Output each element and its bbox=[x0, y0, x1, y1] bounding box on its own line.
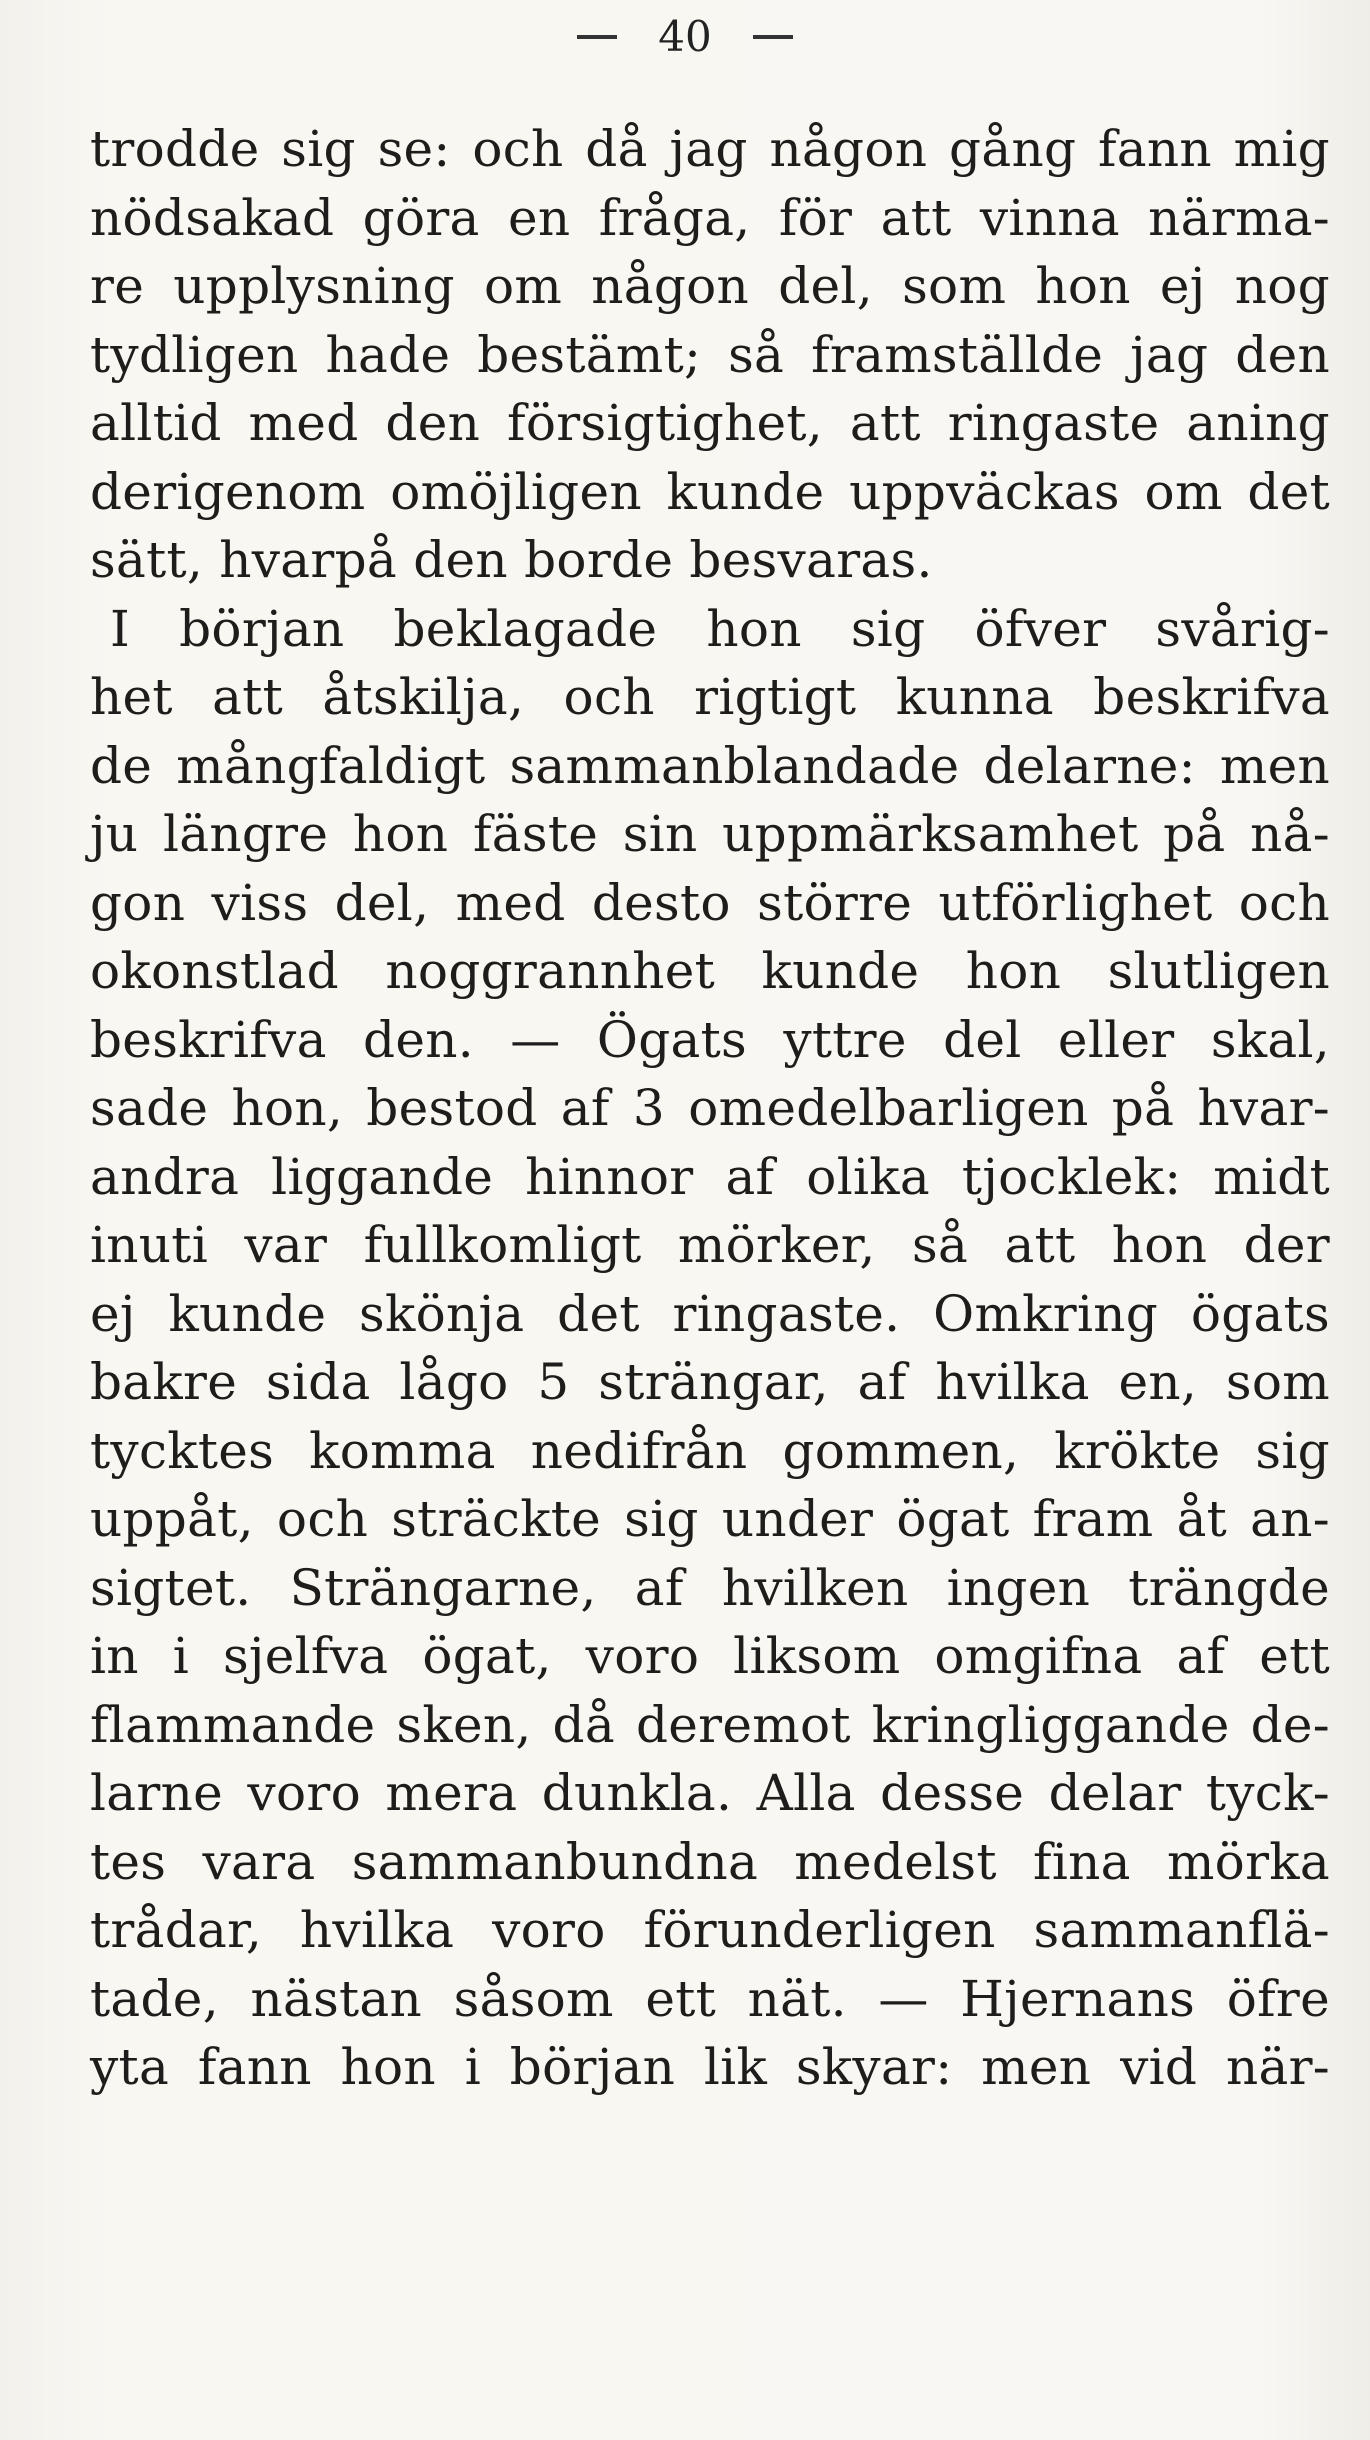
text-line: bakre sida lågo 5 strängar, af hvilka en, som bbox=[90, 1353, 1330, 1411]
text-line: nödsakad göra en fråga, för att vinna närma- bbox=[90, 188, 1330, 247]
text-line: alltid med den försigtighet, att ringaste aning bbox=[90, 394, 1330, 452]
text-line: trodde sig se: och då jag någon gång fann mig bbox=[90, 120, 1330, 178]
page-body-text bbox=[90, 115, 1330, 2102]
text-line: derigenom omöjligen kunde uppväckas om det bbox=[90, 462, 1330, 521]
text-line: gon viss del, med desto större utförlighet och bbox=[90, 873, 1330, 932]
text-line: andra liggande hinnor af olika tjocklek: midt bbox=[90, 1147, 1330, 1206]
page-number: 40 bbox=[658, 12, 712, 61]
text-line: ju längre hon fäste sin uppmärksamhet på nå- bbox=[90, 805, 1330, 863]
text-line: beskrifva den. — Ögats yttre del eller skal, bbox=[90, 1010, 1330, 1069]
text-line: trådar, hvilka voro förunderligen sammanflä- bbox=[90, 1901, 1330, 1959]
header-dash-right bbox=[753, 35, 793, 39]
text-line: sätt, hvarpå den borde besvaras. bbox=[90, 531, 933, 589]
page-header bbox=[0, 4, 1370, 64]
header-dash-left bbox=[577, 35, 617, 39]
text-line: tade, nästan såsom ett nät. — Hjernans öfre bbox=[90, 1969, 1330, 2028]
text-line: sade hon, bestod af 3 omedelbarligen på hvar- bbox=[90, 1079, 1330, 1137]
text-line: ej kunde skönja det ringaste. Omkring ögats bbox=[90, 1284, 1330, 1343]
text-line: de mångfaldigt sammanblandade delarne: men bbox=[90, 736, 1330, 795]
text-line: larne voro mera dunkla. Alla desse delar tyck- bbox=[90, 1764, 1330, 1822]
text-line: tes vara sammanbundna medelst fina mörka bbox=[90, 1832, 1330, 1891]
text-line: inuti var fullkomligt mörker, så att hon der bbox=[90, 1216, 1330, 1274]
text-line: re upplysning om någon del, som hon ej nog bbox=[90, 257, 1330, 315]
text-line: het att åtskilja, och rigtigt kunna beskrifva bbox=[90, 668, 1330, 726]
text-line: uppåt, och sträckte sig under ögat fram åt an- bbox=[90, 1490, 1330, 1548]
text-line: sigtet. Strängarne, af hvilken ingen trängde bbox=[90, 1558, 1330, 1617]
text-line: yta fann hon i början lik skyar: men vid när- bbox=[90, 2038, 1330, 2096]
text-line: in i sjelfva ögat, voro liksom omgifna af ett bbox=[90, 1627, 1330, 1685]
text-line: okonstlad noggrannhet kunde hon slutligen bbox=[90, 942, 1330, 1000]
text-line: flammande sken, då deremot kringliggande de- bbox=[90, 1695, 1330, 1754]
text-line: tydligen hade bestämt; så framställde jag den bbox=[90, 325, 1330, 384]
text-line: I början beklagade hon sig öfver svårig- bbox=[110, 599, 1330, 658]
text-line: tycktes komma nedifrån gommen, krökte sig bbox=[90, 1421, 1330, 1480]
